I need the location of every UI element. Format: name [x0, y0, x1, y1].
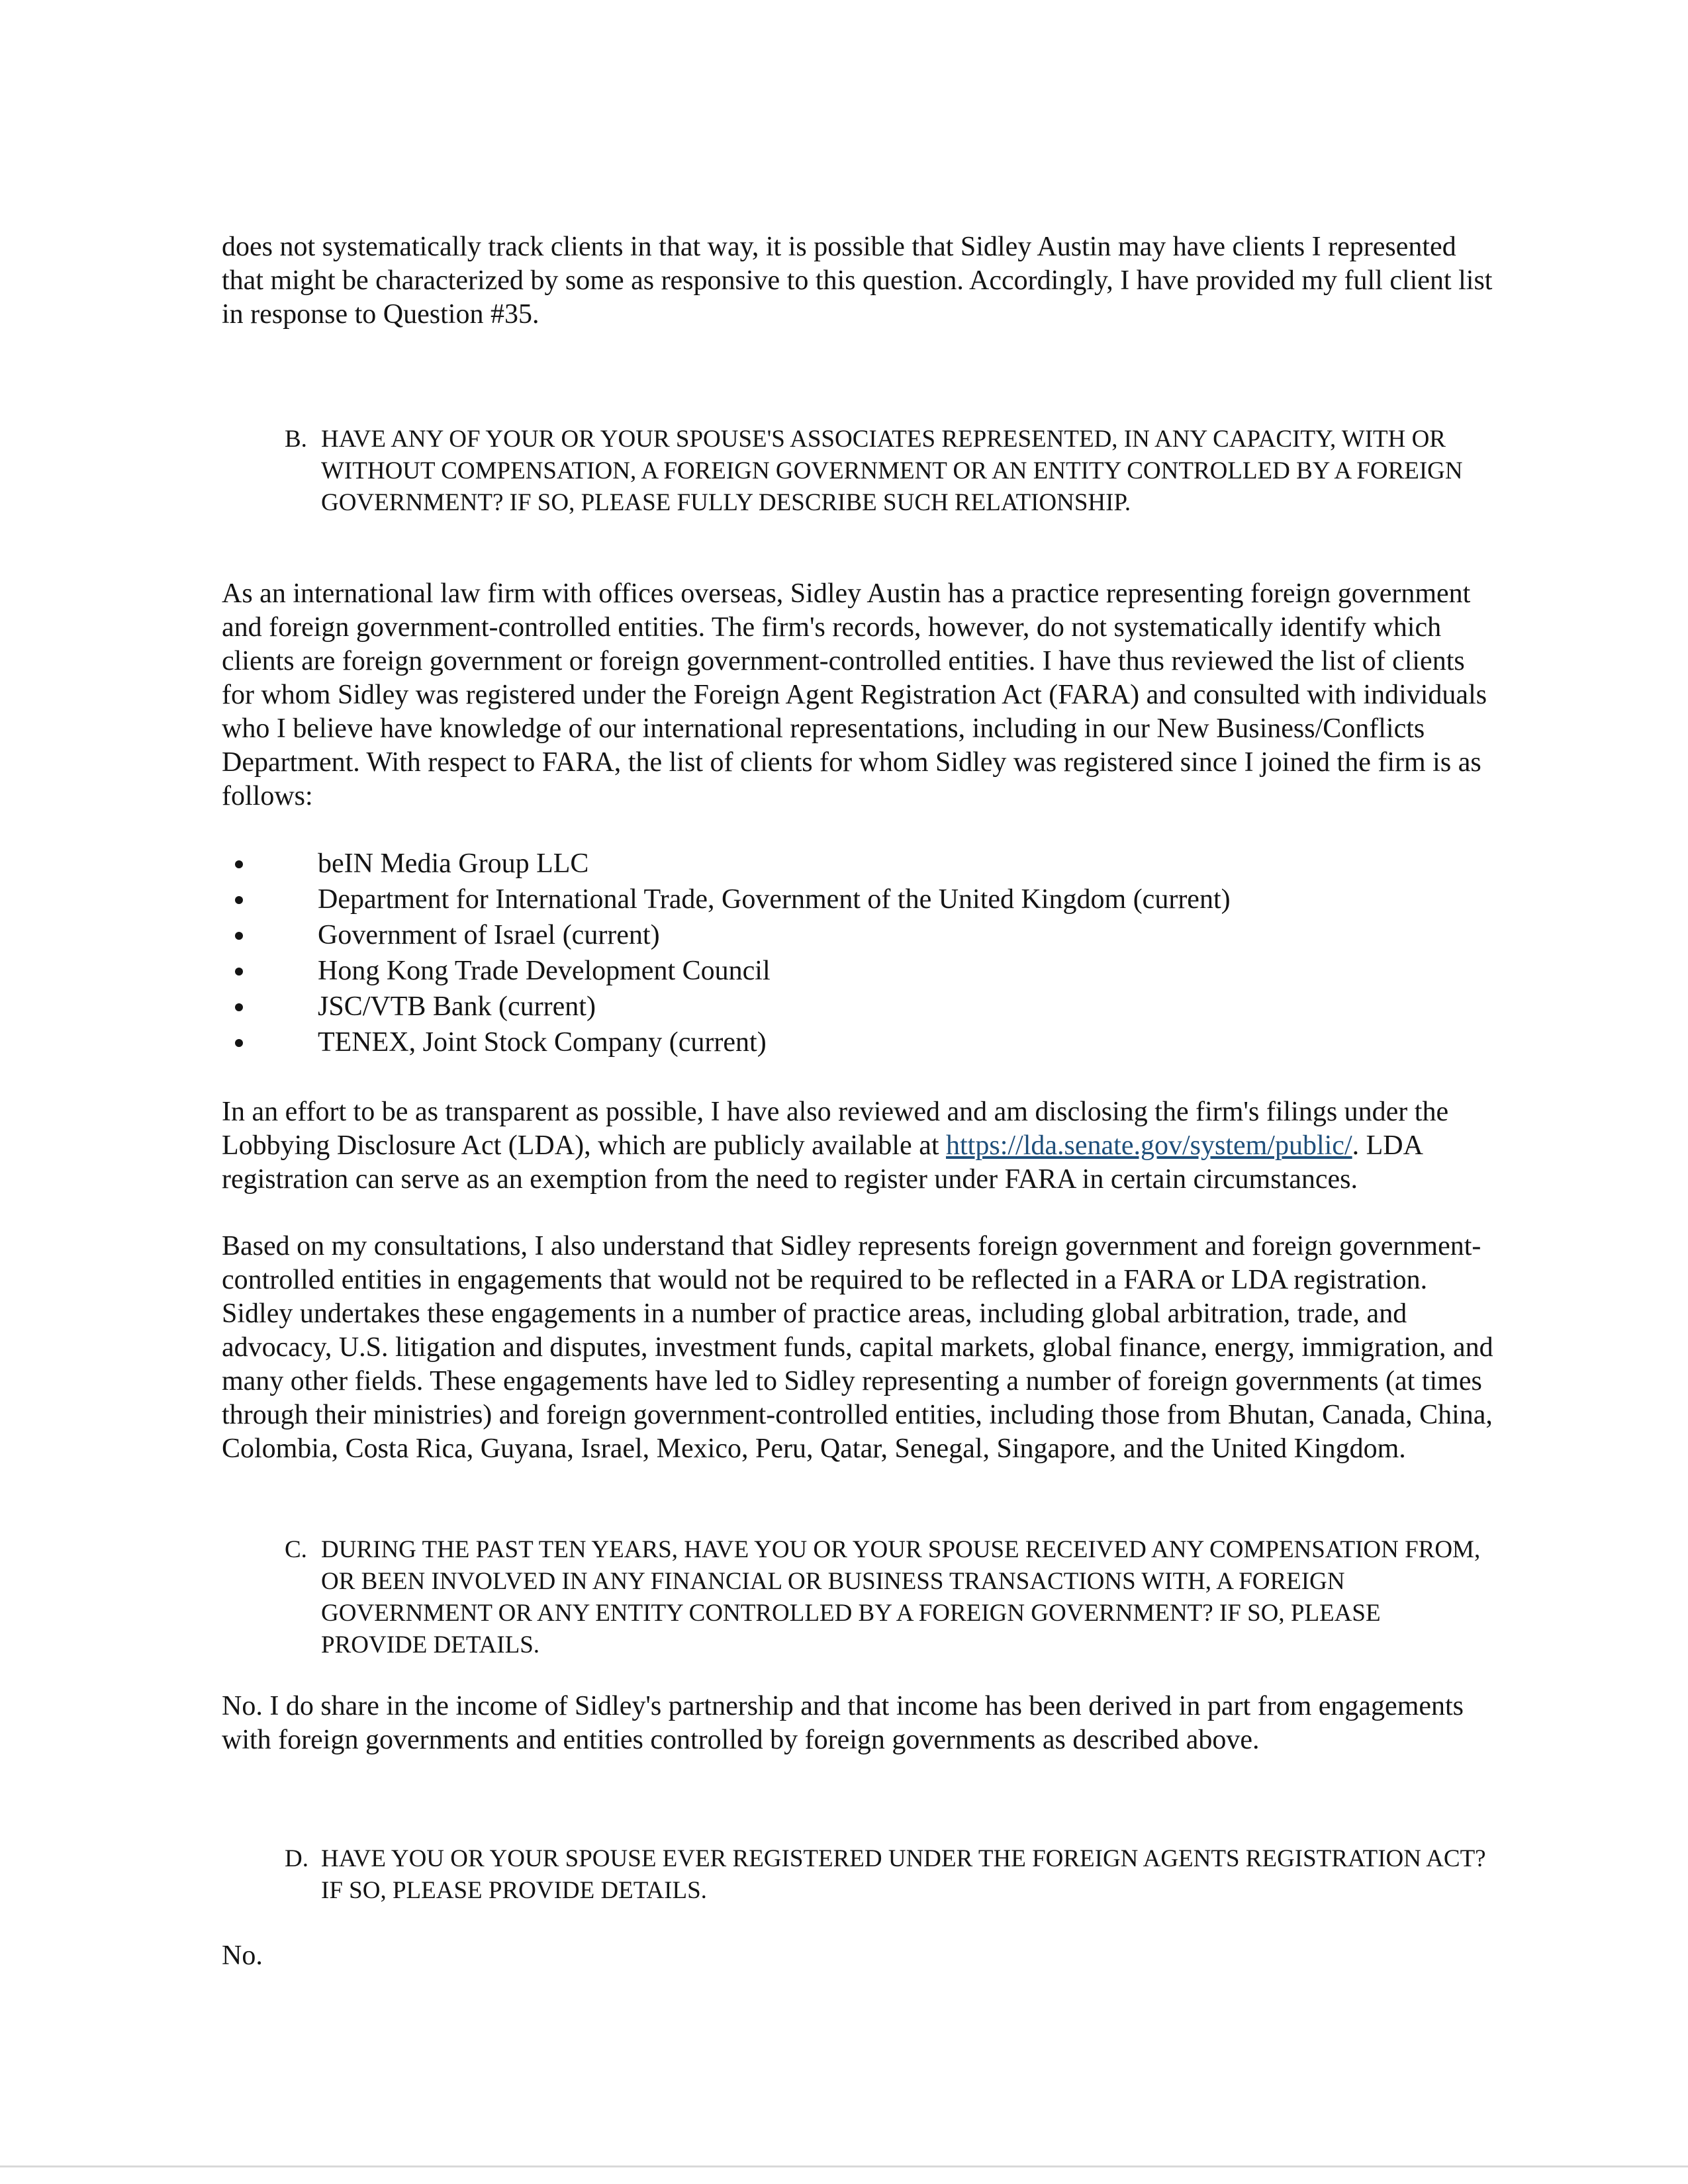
- answer-b-paragraph: As an international law firm with offices overseas, Sidley Austin has a practice representing foreign government and foreign government-controlled entities. The firm's records, however, do not systematically identify which clients are foreign government or foreign government-controlled entities. I have thus reviewed the list of clients for whom Sidley was registered under the Foreign Agent Registration Act (FARA) and consulted with individuals who I believe have knowledge of our international representations, including in our New Business/Conflicts Department. With respect to FARA, the list of clients for whom Sidley was registered since I joined the firm is as follows:: [222, 578, 1487, 811]
- question-b: [285, 424, 1489, 519]
- bullet-icon: [235, 1039, 243, 1047]
- answer-d-paragraph: No.: [222, 1940, 263, 1971]
- page-bottom-edge: [0, 2165, 1688, 2167]
- bullet-icon: [235, 1003, 243, 1011]
- fara-client-list: [235, 846, 1427, 1060]
- question-d: [285, 1843, 1489, 1907]
- lda-paragraph: In an effort to be as transparent as possible, I have also reviewed and am disclosing the firm's filings under the Lobbying Disclosure Act (LDA), which are publicly available at https://lda.senate.gov/system/public/. LDA registration can serve as an exemption from the need to register under FARA in certain circumstances.: [222, 1097, 1449, 1195]
- bullet-icon: [235, 896, 243, 904]
- list-item: beIN Media Group LLC: [235, 846, 1427, 882]
- question-d-text: HAVE YOU OR YOUR SPOUSE EVER REGISTERED UNDER THE FOREIGN AGENTS REGISTRATION ACT? IF SO, PLEASE PROVIDE DETAILS.: [321, 1845, 1486, 1904]
- question-c-letter: C.: [285, 1536, 307, 1563]
- question-b-letter: B.: [285, 426, 307, 453]
- question-d-letter: D.: [285, 1845, 308, 1872]
- intro-paragraph: does not systematically track clients in that way, it is possible that Sidley Austin may have clients I represented that might be characterized by some as responsive to this question. Accordingly, I have provided my full client list in response to Question #35.: [222, 232, 1493, 330]
- question-c: [285, 1534, 1489, 1661]
- bullet-icon: [235, 860, 243, 868]
- consultations-paragraph: Based on my consultations, I also understand that Sidley represents foreign government and foreign government-controlled entities in engagements that would not be required to be reflected in a FARA or LDA registration. Sidley undertakes these engagements in a number of practice areas, including global arbitration, trade, and advocacy, U.S. litigation and disputes, investment funds, capital markets, global finance, energy, immigration, and many other fields. These engagements have led to Sidley representing a number of foreign governments (at times through their ministries) and foreign government-controlled entities, including those from Bhutan, Canada, China, Colombia, Costa Rica, Guyana, Israel, Mexico, Peru, Qatar, Senegal, Singapore, and the United Kingdom.: [222, 1231, 1493, 1464]
- bullet-icon: [235, 932, 243, 940]
- list-item: Department for International Trade, Government of the United Kingdom (current): [235, 882, 1427, 917]
- question-c-text: DURING THE PAST TEN YEARS, HAVE YOU OR YOUR SPOUSE RECEIVED ANY COMPENSATION FROM, OR BEEN INVOLVED IN ANY FINANCIAL OR BUSINESS TRANSACTIONS WITH, A FOREIGN GOVERNMENT OR ANY ENTITY CONTROLLED BY A FOREIGN GOVERNMENT? IF SO, PLEASE PROVIDE DETAILS.: [321, 1536, 1481, 1659]
- question-b-text: HAVE ANY OF YOUR OR YOUR SPOUSE'S ASSOCIATES REPRESENTED, IN ANY CAPACITY, WITH OR WITHOUT COMPENSATION, A FOREIGN GOVERNMENT OR AN ENTITY CONTROLLED BY A FOREIGN GOVERNMENT? IF SO, PLEASE FULLY DESCRIBE SUCH RELATIONSHIP.: [321, 426, 1463, 516]
- bullet-icon: [235, 968, 243, 976]
- list-item: Government of Israel (current): [235, 917, 1427, 953]
- lda-link[interactable]: https://lda.senate.gov/system/public/: [946, 1130, 1352, 1161]
- list-item: TENEX, Joint Stock Company (current): [235, 1024, 1427, 1060]
- answer-c-paragraph: No. I do share in the income of Sidley's partnership and that income has been derived in part from engagements with foreign governments and entities controlled by foreign governments as described above.: [222, 1691, 1464, 1755]
- list-item: JSC/VTB Bank (current): [235, 989, 1427, 1024]
- list-item: Hong Kong Trade Development Council: [235, 953, 1427, 989]
